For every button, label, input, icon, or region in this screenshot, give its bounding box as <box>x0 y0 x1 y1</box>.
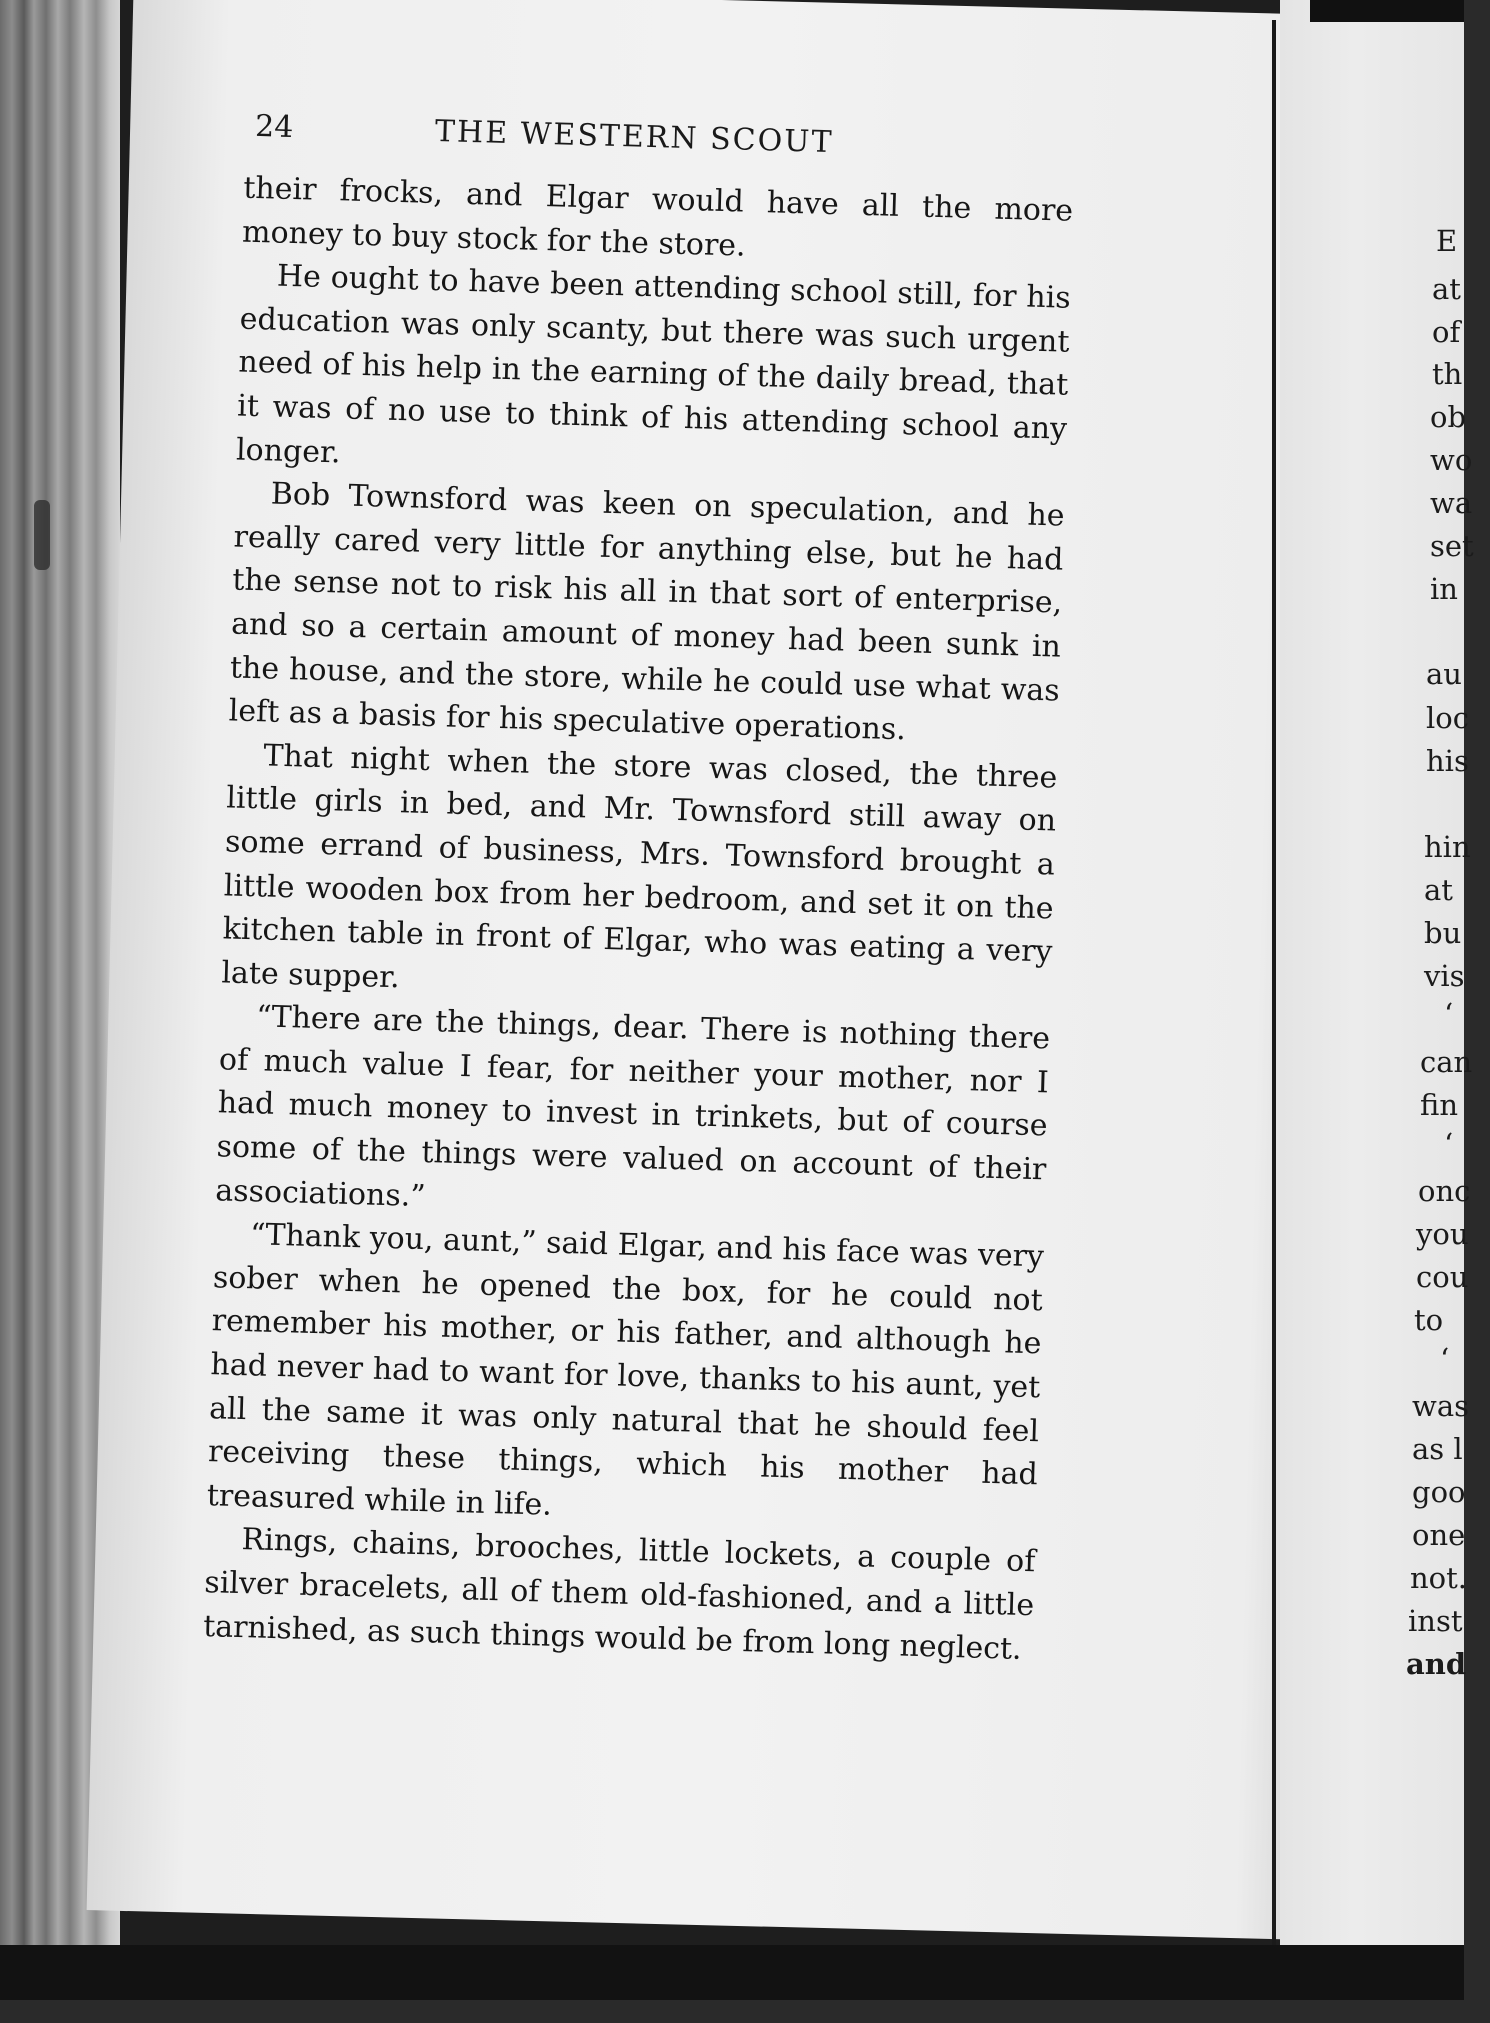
right-page-fragment: as l <box>1412 1432 1463 1466</box>
paragraph: their frocks, and Elgar would have all the more money to buy stock for the store. <box>241 170 1074 264</box>
right-page-fragment: onc <box>1418 1174 1471 1208</box>
right-page-fragment: goo <box>1412 1475 1466 1509</box>
right-page-fragment: cou <box>1416 1260 1469 1294</box>
running-title: THE WESTERN SCOUT <box>434 113 834 161</box>
right-page-fragment: at <box>1424 873 1453 907</box>
page-number: 24 <box>254 108 294 145</box>
right-page-fragment: to <box>1414 1303 1444 1337</box>
body-text <box>203 167 1074 1672</box>
right-page-fragment: can <box>1420 1045 1473 1079</box>
right-page-fragment: th <box>1432 357 1463 391</box>
right-page-fragment: fin <box>1420 1088 1459 1122</box>
right-page-fragment: bu <box>1424 916 1462 950</box>
right-page-fragment: of <box>1432 315 1461 349</box>
right-page-fragment: inst <box>1408 1604 1463 1638</box>
right-page-fragment: his <box>1426 744 1469 778</box>
right-page-fragment: at <box>1432 272 1461 306</box>
right-page-fragment: hin <box>1424 830 1471 864</box>
right-page-fragment: one <box>1412 1518 1466 1552</box>
right-page-fragment: was <box>1412 1389 1469 1423</box>
right-page-fragment: and <box>1406 1647 1467 1681</box>
right-page-fragment: loc <box>1426 701 1469 735</box>
right-page-fragment: not. <box>1410 1561 1468 1595</box>
paragraph: “There are the things, dear. There is nothing there of much value I fear, for neither your mother, nor I had much money to invest in trinkets, but of course some of the things were valued on account of their associations.” <box>214 999 1051 1214</box>
page-header <box>254 109 955 179</box>
right-page-fragment: vis <box>1424 959 1465 993</box>
right-page-fragment: in <box>1430 572 1458 606</box>
right-page-fragment: wa <box>1430 486 1473 520</box>
right-page-fragment: ‘ <box>1444 1127 1454 1161</box>
paragraph: Bob Townsford was keen on speculation, and he really cared very little for anything else, but he had the sense not to risk his all in that sort of enterprise, and so a certain amount of money had been sunk in the house, and the store, while he could use what was left as a basis for his speculative operations. <box>228 476 1066 748</box>
right-page-fragment: set <box>1430 529 1474 563</box>
right-page-fragment: wo <box>1430 443 1473 477</box>
paragraph: He ought to have been attending school still, for his education was only scanty, but there was such urgent need of his help in the earning of the daily bread, that it was of no use to think of his attending school any longer. <box>235 258 1072 470</box>
paragraph: That night when the store was closed, the three little girls in bed, and Mr. Townsford still away on some errand of business, Mrs. Townsford brought a little wooden box from her bedroom, and set it on the kitchen table in front of Elgar, who was eating a very late supper. <box>220 738 1058 995</box>
right-page-fragment: ‘ <box>1444 997 1454 1031</box>
right-page-fragment: au <box>1426 657 1462 691</box>
right-page-fragment: ob <box>1430 400 1467 434</box>
right-page-fragment: E <box>1436 224 1458 258</box>
paragraph: “Thank you, aunt,” said Elgar, and his face was very sober when he opened the box, for he could not remember his mother, or his father, and although he had never had to want for love, thanks to his aunt, yet all the same it was only natural that he should feel receiving these things, which his mother had treasured while in life. <box>206 1217 1045 1523</box>
paragraph: Rings, chains, brooches, little lockets, a couple of silver bracelets, all of them old-fashioned, and a little tarnished, as such things would be from long neglect. <box>202 1522 1036 1667</box>
right-page-fragment: ‘ <box>1440 1342 1450 1376</box>
right-page-fragment: you <box>1416 1217 1469 1251</box>
